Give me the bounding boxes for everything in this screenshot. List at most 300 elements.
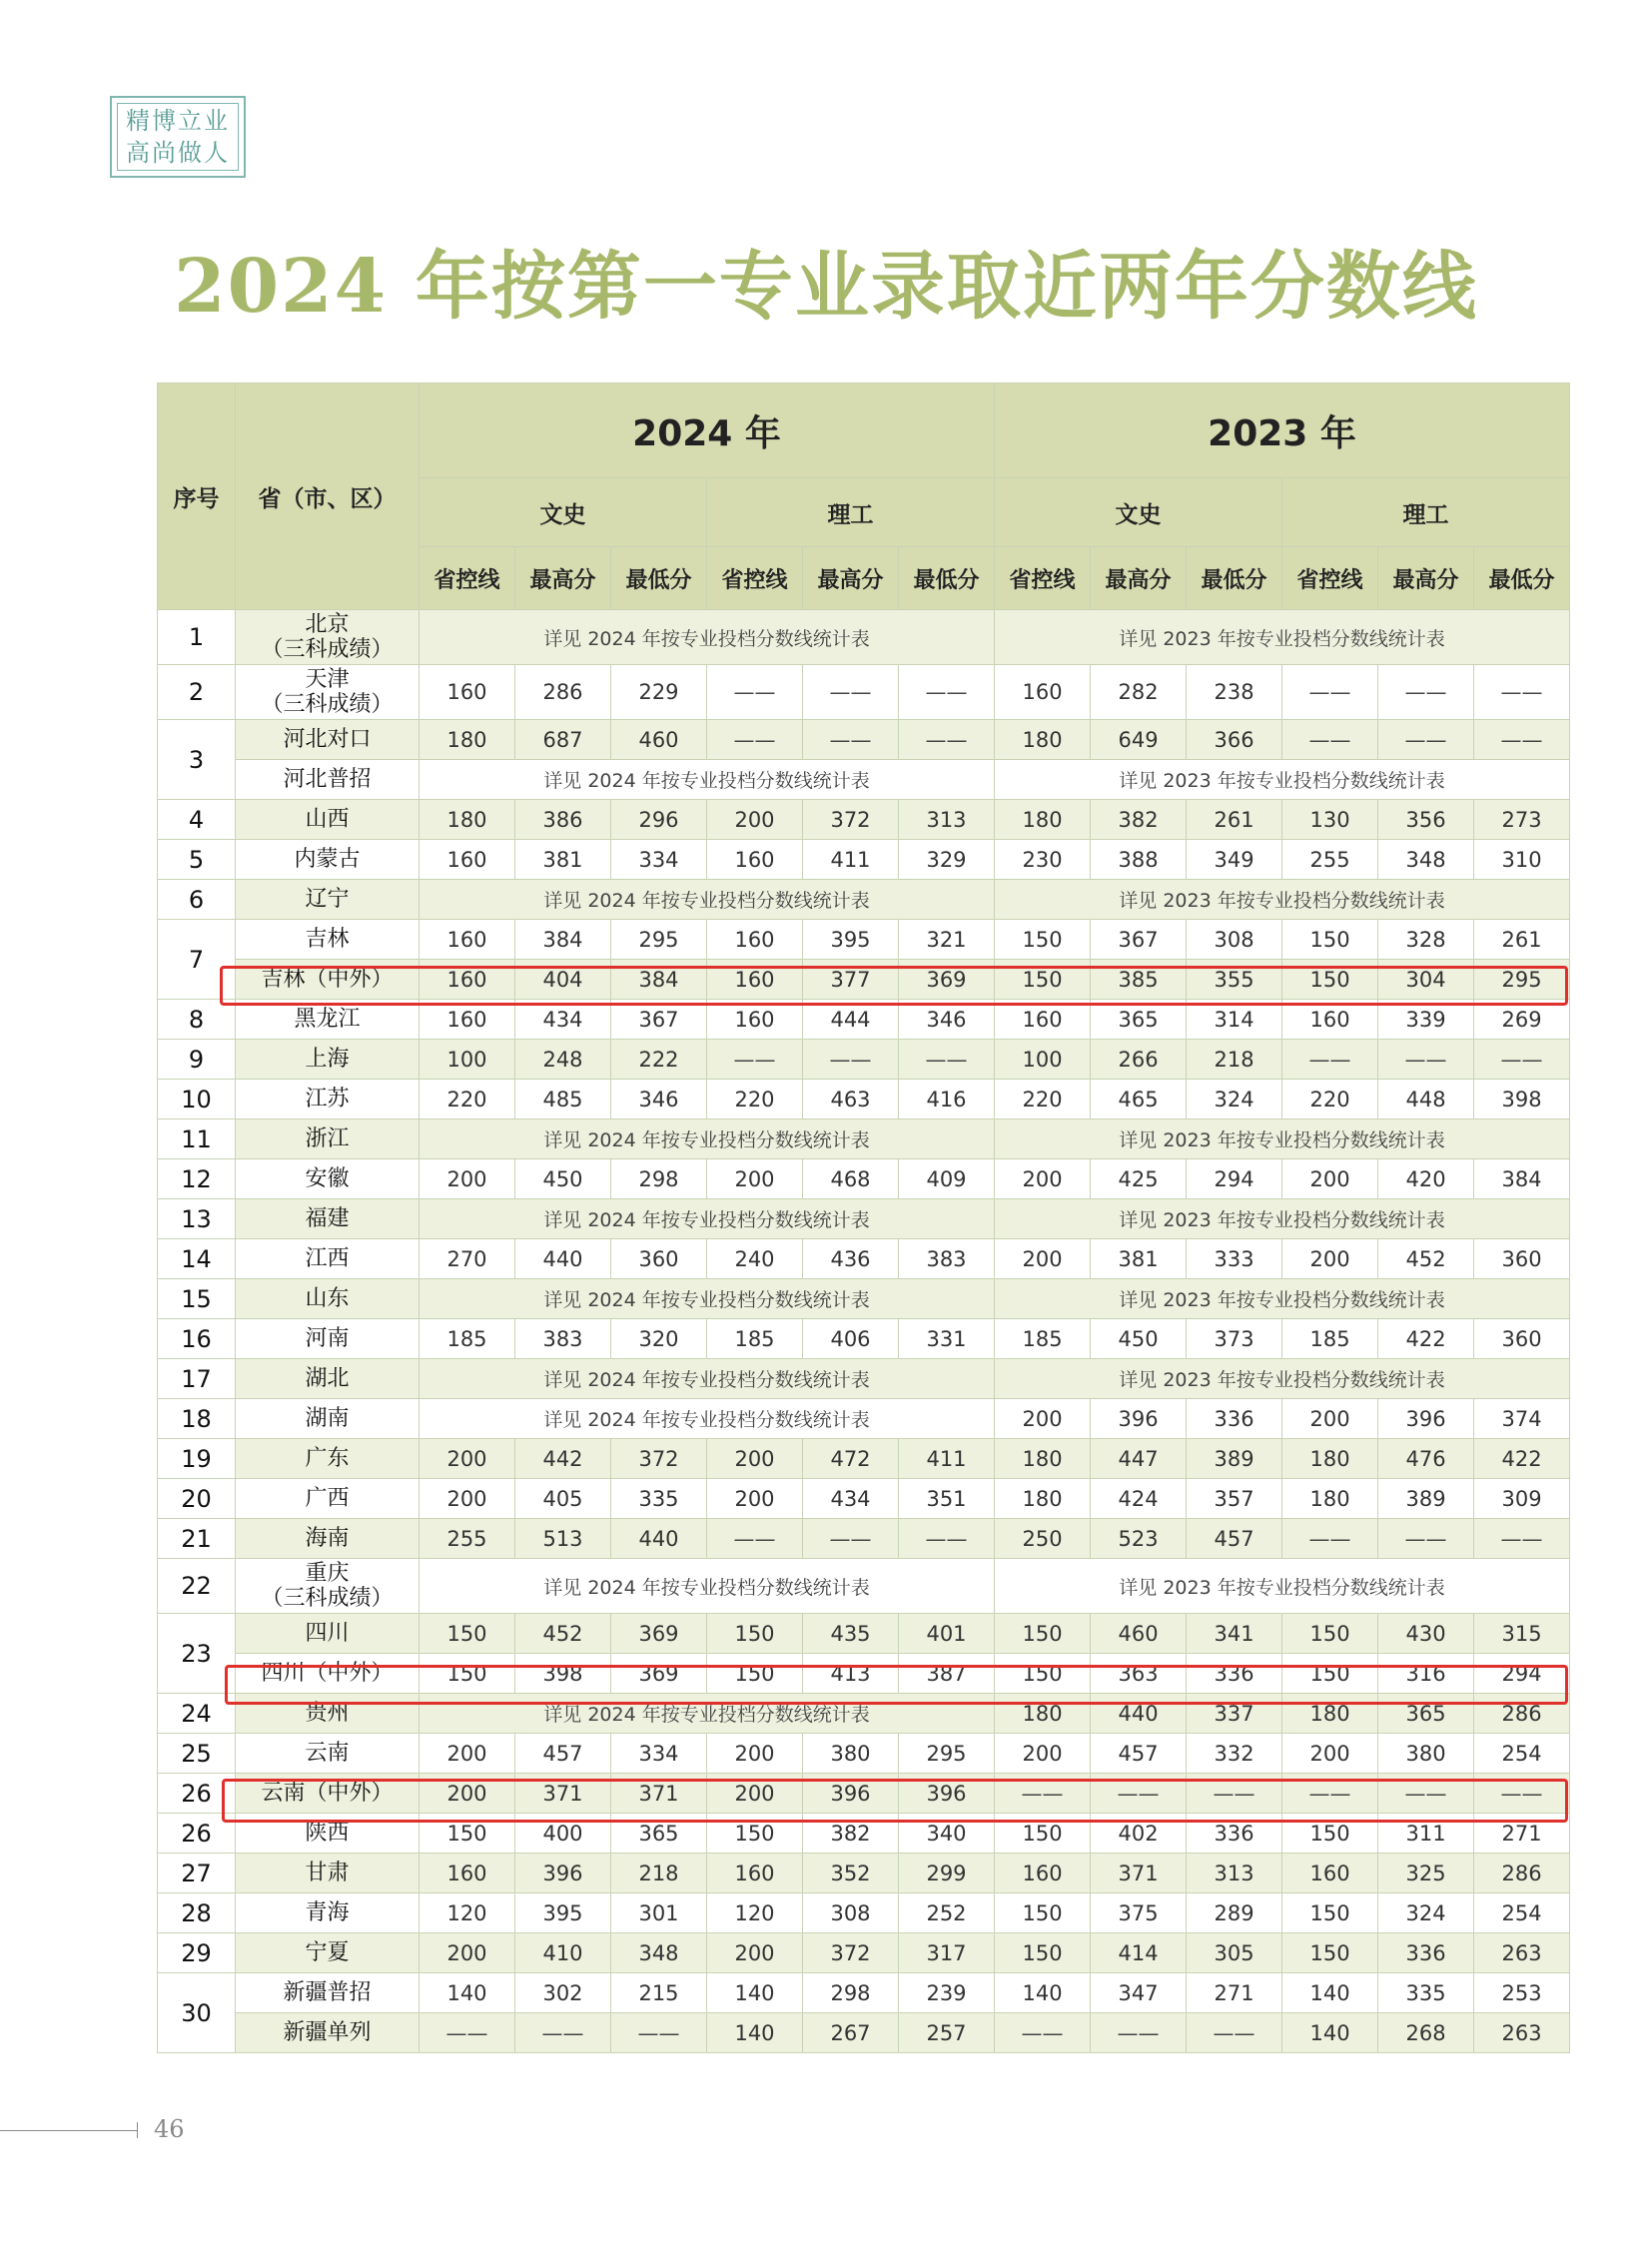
row-index: 20 bbox=[158, 1479, 236, 1519]
score-cell: —— bbox=[1378, 1040, 1474, 1080]
score-cell: 396 bbox=[1378, 1399, 1474, 1439]
province-name: 四川 bbox=[236, 1614, 419, 1654]
score-cell: 200 bbox=[707, 800, 803, 840]
score-cell: 468 bbox=[803, 1159, 899, 1199]
score-cell: 289 bbox=[1187, 1893, 1282, 1933]
see-table-note: 详见 2024 年按专业投档分数线统计表 bbox=[419, 1199, 995, 1239]
see-table-note: 详见 2024 年按专业投档分数线统计表 bbox=[419, 1279, 995, 1319]
score-cell: 200 bbox=[419, 1439, 515, 1479]
score-cell: 420 bbox=[1378, 1159, 1474, 1199]
see-table-note: 详见 2024 年按专业投档分数线统计表 bbox=[419, 1399, 995, 1439]
score-cell: 200 bbox=[707, 1159, 803, 1199]
score-cell: 402 bbox=[1091, 1814, 1187, 1854]
table-row bbox=[158, 1479, 1570, 1519]
table-row bbox=[158, 1080, 1570, 1120]
row-index: 14 bbox=[158, 1239, 236, 1279]
score-cell: 150 bbox=[419, 1614, 515, 1654]
score-cell: 357 bbox=[1187, 1479, 1282, 1519]
score-cell: 384 bbox=[611, 960, 707, 1000]
score-cell: 334 bbox=[611, 840, 707, 880]
score-cell: —— bbox=[899, 1519, 995, 1559]
header-column: 省控线 bbox=[419, 547, 515, 610]
score-cell: 261 bbox=[1187, 800, 1282, 840]
score-cell: —— bbox=[803, 1519, 899, 1559]
table-row bbox=[158, 1239, 1570, 1279]
score-cell: 150 bbox=[995, 1814, 1091, 1854]
header-column: 省控线 bbox=[995, 547, 1091, 610]
see-table-note: 详见 2024 年按专业投档分数线统计表 bbox=[419, 1559, 995, 1614]
province-name: 贵州 bbox=[236, 1694, 419, 1734]
header-province: 省（市、区） bbox=[236, 383, 419, 610]
score-cell: 180 bbox=[995, 1694, 1091, 1734]
score-cell: —— bbox=[1378, 1774, 1474, 1814]
score-cell: 140 bbox=[707, 2013, 803, 2053]
score-cell: 295 bbox=[611, 920, 707, 960]
table-row bbox=[158, 720, 1570, 760]
score-cell: 440 bbox=[611, 1519, 707, 1559]
row-index: 22 bbox=[158, 1559, 236, 1614]
score-cell: 472 bbox=[803, 1439, 899, 1479]
score-cell: 383 bbox=[899, 1239, 995, 1279]
score-cell: —— bbox=[1282, 665, 1378, 720]
highlight-box-yunnan bbox=[222, 1779, 1568, 1823]
province-name: 北京 （三科成绩） bbox=[236, 610, 419, 665]
see-table-note: 详见 2024 年按专业投档分数线统计表 bbox=[419, 1359, 995, 1399]
score-cell: 150 bbox=[707, 1614, 803, 1654]
score-cell: 200 bbox=[707, 1479, 803, 1519]
score-cell: —— bbox=[707, 720, 803, 760]
score-cell: 329 bbox=[899, 840, 995, 880]
score-cell: 160 bbox=[707, 960, 803, 1000]
score-cell: 476 bbox=[1378, 1439, 1474, 1479]
score-cell: 346 bbox=[611, 1080, 707, 1120]
score-cell: 185 bbox=[419, 1319, 515, 1359]
province-name: 河北普招 bbox=[236, 760, 419, 800]
header-column: 最低分 bbox=[1187, 547, 1282, 610]
score-cell: 440 bbox=[515, 1239, 611, 1279]
score-cell: 150 bbox=[995, 1933, 1091, 1973]
province-name: 湖南 bbox=[236, 1399, 419, 1439]
score-cell: 160 bbox=[707, 920, 803, 960]
score-cell: 523 bbox=[1091, 1519, 1187, 1559]
score-cell: 180 bbox=[995, 800, 1091, 840]
see-table-note: 详见 2024 年按专业投档分数线统计表 bbox=[419, 1694, 995, 1734]
province-name: 云南（中外） bbox=[236, 1774, 419, 1814]
row-index: 24 bbox=[158, 1694, 236, 1734]
score-cell: 271 bbox=[1474, 1814, 1570, 1854]
score-cell: 313 bbox=[899, 800, 995, 840]
header-column: 最高分 bbox=[1378, 547, 1474, 610]
score-cell: 386 bbox=[515, 800, 611, 840]
see-table-note: 详见 2023 年按专业投档分数线统计表 bbox=[995, 1120, 1570, 1159]
score-cell: 425 bbox=[1091, 1159, 1187, 1199]
footer-tick bbox=[137, 2122, 138, 2138]
score-cell: 160 bbox=[995, 1854, 1091, 1893]
score-cell: 314 bbox=[1187, 1000, 1282, 1040]
score-cell: 348 bbox=[611, 1933, 707, 1973]
row-index: 27 bbox=[158, 1854, 236, 1893]
score-cell: —— bbox=[1474, 665, 1570, 720]
score-cell: 380 bbox=[1378, 1734, 1474, 1774]
score-cell: 375 bbox=[1091, 1893, 1187, 1933]
header-column: 最低分 bbox=[611, 547, 707, 610]
score-cell: 200 bbox=[419, 1479, 515, 1519]
province-name: 吉林（中外） bbox=[236, 960, 419, 1000]
score-cell: 305 bbox=[1187, 1933, 1282, 1973]
header-subject: 文史 bbox=[995, 478, 1282, 547]
score-cell: 261 bbox=[1474, 920, 1570, 960]
score-cell: 366 bbox=[1187, 720, 1282, 760]
score-cell: 317 bbox=[899, 1933, 995, 1973]
table-row bbox=[158, 1120, 1570, 1159]
table-row bbox=[158, 610, 1570, 665]
province-name: 甘肃 bbox=[236, 1854, 419, 1893]
score-cell: 160 bbox=[707, 1854, 803, 1893]
score-cell: 286 bbox=[515, 665, 611, 720]
score-cell: 396 bbox=[899, 1774, 995, 1814]
score-cell: 269 bbox=[1474, 1000, 1570, 1040]
score-cell: 301 bbox=[611, 1893, 707, 1933]
score-cell: 371 bbox=[515, 1774, 611, 1814]
score-cell: 313 bbox=[1187, 1854, 1282, 1893]
score-cell: 150 bbox=[1282, 920, 1378, 960]
score-cell: 268 bbox=[1378, 2013, 1474, 2053]
score-cell: 373 bbox=[1187, 1319, 1282, 1359]
score-cell: 335 bbox=[611, 1479, 707, 1519]
see-table-note: 详见 2024 年按专业投档分数线统计表 bbox=[419, 760, 995, 800]
score-cell: 200 bbox=[1282, 1159, 1378, 1199]
score-cell: —— bbox=[1378, 720, 1474, 760]
score-cell: 411 bbox=[899, 1439, 995, 1479]
province-name: 广东 bbox=[236, 1439, 419, 1479]
score-cell: —— bbox=[1187, 1774, 1282, 1814]
score-cell: 414 bbox=[1091, 1933, 1187, 1973]
score-cell: 150 bbox=[707, 1814, 803, 1854]
score-cell: 422 bbox=[1474, 1439, 1570, 1479]
score-cell: 130 bbox=[1282, 800, 1378, 840]
table-row bbox=[158, 2013, 1570, 2053]
score-cell: 340 bbox=[899, 1814, 995, 1854]
score-cell: 215 bbox=[611, 1973, 707, 2013]
table-row bbox=[158, 1734, 1570, 1774]
score-cell: 457 bbox=[1187, 1519, 1282, 1559]
score-cell: 325 bbox=[1378, 1854, 1474, 1893]
row-index: 7 bbox=[158, 920, 236, 1000]
table-row bbox=[158, 1279, 1570, 1319]
see-table-note: 详见 2023 年按专业投档分数线统计表 bbox=[995, 760, 1570, 800]
score-cell: 180 bbox=[1282, 1439, 1378, 1479]
score-cell: 150 bbox=[1282, 1933, 1378, 1973]
score-cell: 336 bbox=[1187, 1814, 1282, 1854]
score-cell: 238 bbox=[1187, 665, 1282, 720]
table-row bbox=[158, 1399, 1570, 1439]
province-name: 山东 bbox=[236, 1279, 419, 1319]
footer-rule bbox=[0, 2130, 137, 2131]
score-cell: 351 bbox=[899, 1479, 995, 1519]
score-cell: —— bbox=[1378, 1519, 1474, 1559]
row-index: 18 bbox=[158, 1399, 236, 1439]
score-cell: 150 bbox=[1282, 1614, 1378, 1654]
score-cell: 218 bbox=[611, 1854, 707, 1893]
score-cell: 220 bbox=[1282, 1080, 1378, 1120]
score-cell: 687 bbox=[515, 720, 611, 760]
score-cell: 388 bbox=[1091, 840, 1187, 880]
score-cell: 263 bbox=[1474, 2013, 1570, 2053]
score-cell: —— bbox=[1282, 1519, 1378, 1559]
score-cell: 160 bbox=[707, 1000, 803, 1040]
row-index: 12 bbox=[158, 1159, 236, 1199]
province-name: 重庆 （三科成绩） bbox=[236, 1559, 419, 1614]
table-row bbox=[158, 1040, 1570, 1080]
score-cell: 200 bbox=[1282, 1399, 1378, 1439]
score-cell: 302 bbox=[515, 1973, 611, 2013]
province-name: 云南 bbox=[236, 1734, 419, 1774]
score-cell: 363 bbox=[1091, 1654, 1187, 1694]
score-cell: 309 bbox=[1474, 1479, 1570, 1519]
score-cell: 395 bbox=[515, 1893, 611, 1933]
see-table-note: 详见 2023 年按专业投档分数线统计表 bbox=[995, 880, 1570, 920]
score-cell: 398 bbox=[1474, 1080, 1570, 1120]
score-cell: —— bbox=[899, 720, 995, 760]
score-cell: 389 bbox=[1187, 1439, 1282, 1479]
score-cell: 263 bbox=[1474, 1933, 1570, 1973]
score-cell: 337 bbox=[1187, 1694, 1282, 1734]
score-cell: 140 bbox=[1282, 1973, 1378, 2013]
score-cell: 452 bbox=[1378, 1239, 1474, 1279]
score-cell: 254 bbox=[1474, 1893, 1570, 1933]
score-cell: 248 bbox=[515, 1040, 611, 1080]
row-index: 26 bbox=[158, 1774, 236, 1814]
score-cell: 180 bbox=[995, 1479, 1091, 1519]
score-cell: —— bbox=[611, 2013, 707, 2053]
province-name: 海南 bbox=[236, 1519, 419, 1559]
score-cell: 442 bbox=[515, 1439, 611, 1479]
score-cell: 180 bbox=[1282, 1694, 1378, 1734]
province-name: 宁夏 bbox=[236, 1933, 419, 1973]
score-cell: 384 bbox=[515, 920, 611, 960]
score-cell: —— bbox=[1091, 1774, 1187, 1814]
score-cell: 270 bbox=[419, 1239, 515, 1279]
score-cell: 160 bbox=[995, 1000, 1091, 1040]
see-table-note: 详见 2023 年按专业投档分数线统计表 bbox=[995, 1199, 1570, 1239]
score-cell: —— bbox=[1474, 1774, 1570, 1814]
score-cell: 382 bbox=[1091, 800, 1187, 840]
province-name: 辽宁 bbox=[236, 880, 419, 920]
see-table-note: 详见 2024 年按专业投档分数线统计表 bbox=[419, 1120, 995, 1159]
score-cell: —— bbox=[1474, 720, 1570, 760]
score-cell: 356 bbox=[1378, 800, 1474, 840]
table-row bbox=[158, 1614, 1570, 1654]
score-cell: 405 bbox=[515, 1479, 611, 1519]
score-cell: 440 bbox=[1091, 1694, 1187, 1734]
score-cell: 383 bbox=[515, 1319, 611, 1359]
table-row bbox=[158, 1359, 1570, 1399]
row-index: 2 bbox=[158, 665, 236, 720]
score-cell: 395 bbox=[803, 920, 899, 960]
score-cell: 460 bbox=[1091, 1614, 1187, 1654]
score-cell: 257 bbox=[899, 2013, 995, 2053]
motto-line-2: 高尚做人 bbox=[126, 139, 230, 167]
score-cell: —— bbox=[1091, 2013, 1187, 2053]
score-cell: 398 bbox=[515, 1654, 611, 1694]
score-cell: 457 bbox=[1091, 1734, 1187, 1774]
score-cell: 367 bbox=[1091, 920, 1187, 960]
score-cell: 384 bbox=[1474, 1159, 1570, 1199]
score-cell: 185 bbox=[1282, 1319, 1378, 1359]
score-cell: 444 bbox=[803, 1000, 899, 1040]
province-name: 安徽 bbox=[236, 1159, 419, 1199]
score-cell: 286 bbox=[1474, 1854, 1570, 1893]
score-cell: 294 bbox=[1474, 1654, 1570, 1694]
score-cell: 200 bbox=[419, 1933, 515, 1973]
score-table-body bbox=[158, 610, 1570, 2053]
motto-line-1: 精博立业 bbox=[126, 107, 230, 135]
header-subject: 理工 bbox=[1282, 478, 1570, 547]
province-name: 河北对口 bbox=[236, 720, 419, 760]
score-cell: 372 bbox=[803, 1933, 899, 1973]
score-cell: 200 bbox=[419, 1734, 515, 1774]
province-name: 江西 bbox=[236, 1239, 419, 1279]
score-cell: 200 bbox=[995, 1399, 1091, 1439]
score-cell: 447 bbox=[1091, 1439, 1187, 1479]
score-cell: 140 bbox=[707, 1973, 803, 2013]
score-cell: 310 bbox=[1474, 840, 1570, 880]
score-cell: —— bbox=[995, 2013, 1091, 2053]
score-cell: 220 bbox=[419, 1080, 515, 1120]
table-row bbox=[158, 1159, 1570, 1199]
score-cell: 230 bbox=[995, 840, 1091, 880]
score-cell: 220 bbox=[707, 1080, 803, 1120]
header-year-2023: 2023 年 bbox=[995, 383, 1570, 478]
score-cell: 200 bbox=[995, 1159, 1091, 1199]
see-table-note: 详见 2023 年按专业投档分数线统计表 bbox=[995, 1559, 1570, 1614]
score-cell: 341 bbox=[1187, 1614, 1282, 1654]
row-index: 30 bbox=[158, 1973, 236, 2053]
score-cell: —— bbox=[515, 2013, 611, 2053]
score-cell: 160 bbox=[1282, 1000, 1378, 1040]
score-cell: —— bbox=[995, 1774, 1091, 1814]
score-cell: —— bbox=[1282, 1040, 1378, 1080]
row-index: 29 bbox=[158, 1933, 236, 1973]
score-cell: —— bbox=[1187, 2013, 1282, 2053]
score-cell: 369 bbox=[611, 1614, 707, 1654]
score-cell: 435 bbox=[803, 1614, 899, 1654]
score-cell: 365 bbox=[1378, 1694, 1474, 1734]
score-cell: —— bbox=[1378, 665, 1474, 720]
score-cell: 150 bbox=[707, 1654, 803, 1694]
row-index: 25 bbox=[158, 1734, 236, 1774]
score-cell: 465 bbox=[1091, 1080, 1187, 1120]
row-index: 23 bbox=[158, 1614, 236, 1694]
score-cell: 372 bbox=[803, 800, 899, 840]
score-cell: 336 bbox=[1378, 1933, 1474, 1973]
score-cell: 180 bbox=[995, 1439, 1091, 1479]
score-cell: 360 bbox=[1474, 1319, 1570, 1359]
score-cell: 416 bbox=[899, 1080, 995, 1120]
score-cell: 200 bbox=[707, 1933, 803, 1973]
table-row bbox=[158, 880, 1570, 920]
score-cell: 396 bbox=[1091, 1399, 1187, 1439]
score-cell: 352 bbox=[803, 1854, 899, 1893]
score-cell: 365 bbox=[611, 1814, 707, 1854]
row-index: 28 bbox=[158, 1893, 236, 1933]
score-cell: 316 bbox=[1378, 1654, 1474, 1694]
score-cell: 385 bbox=[1091, 960, 1187, 1000]
row-index: 8 bbox=[158, 1000, 236, 1040]
motto-badge bbox=[110, 96, 246, 178]
score-cell: 315 bbox=[1474, 1614, 1570, 1654]
header-subject: 文史 bbox=[419, 478, 707, 547]
header-column: 省控线 bbox=[707, 547, 803, 610]
score-cell: 160 bbox=[419, 665, 515, 720]
score-cell: 271 bbox=[1187, 1973, 1282, 2013]
score-cell: 434 bbox=[803, 1479, 899, 1519]
score-cell: 150 bbox=[995, 1614, 1091, 1654]
score-cell: 371 bbox=[611, 1774, 707, 1814]
score-cell: 411 bbox=[803, 840, 899, 880]
score-cell: 349 bbox=[1187, 840, 1282, 880]
score-cell: —— bbox=[1474, 1519, 1570, 1559]
province-name: 内蒙古 bbox=[236, 840, 419, 880]
table-row bbox=[158, 800, 1570, 840]
province-name: 陕西 bbox=[236, 1814, 419, 1854]
score-cell: 160 bbox=[419, 1000, 515, 1040]
row-index: 6 bbox=[158, 880, 236, 920]
score-cell: 328 bbox=[1378, 920, 1474, 960]
score-cell: 150 bbox=[995, 960, 1091, 1000]
score-cell: 180 bbox=[1282, 1479, 1378, 1519]
province-name: 青海 bbox=[236, 1893, 419, 1933]
score-cell: 320 bbox=[611, 1319, 707, 1359]
score-cell: 321 bbox=[899, 920, 995, 960]
score-cell: 485 bbox=[515, 1080, 611, 1120]
score-cell: 450 bbox=[1091, 1319, 1187, 1359]
score-cell: —— bbox=[899, 1040, 995, 1080]
province-name: 河南 bbox=[236, 1319, 419, 1359]
score-cell: 150 bbox=[1282, 960, 1378, 1000]
score-cell: 200 bbox=[419, 1774, 515, 1814]
header-year-2024: 2024 年 bbox=[419, 383, 995, 478]
score-cell: 255 bbox=[1282, 840, 1378, 880]
score-cell: 381 bbox=[1091, 1239, 1187, 1279]
page-number: 46 bbox=[154, 2115, 185, 2143]
province-name: 新疆单列 bbox=[236, 2013, 419, 2053]
row-index: 15 bbox=[158, 1279, 236, 1319]
score-cell: 140 bbox=[995, 1973, 1091, 2013]
score-cell: 200 bbox=[707, 1774, 803, 1814]
score-cell: 333 bbox=[1187, 1239, 1282, 1279]
score-cell: 396 bbox=[803, 1774, 899, 1814]
row-index: 9 bbox=[158, 1040, 236, 1080]
score-cell: 222 bbox=[611, 1040, 707, 1080]
province-name: 新疆普招 bbox=[236, 1973, 419, 2013]
score-cell: —— bbox=[707, 1519, 803, 1559]
score-cell: 294 bbox=[1187, 1159, 1282, 1199]
score-cell: 160 bbox=[1282, 1854, 1378, 1893]
score-cell: 409 bbox=[899, 1159, 995, 1199]
score-cell: 367 bbox=[611, 1000, 707, 1040]
row-index: 13 bbox=[158, 1199, 236, 1239]
score-cell: 240 bbox=[707, 1239, 803, 1279]
score-cell: —— bbox=[1282, 1774, 1378, 1814]
row-index: 10 bbox=[158, 1080, 236, 1120]
score-cell: 334 bbox=[611, 1734, 707, 1774]
score-cell: 160 bbox=[419, 960, 515, 1000]
score-cell: 200 bbox=[1282, 1239, 1378, 1279]
score-cell: 347 bbox=[1091, 1973, 1187, 2013]
score-cell: 396 bbox=[515, 1854, 611, 1893]
table-row bbox=[158, 1439, 1570, 1479]
